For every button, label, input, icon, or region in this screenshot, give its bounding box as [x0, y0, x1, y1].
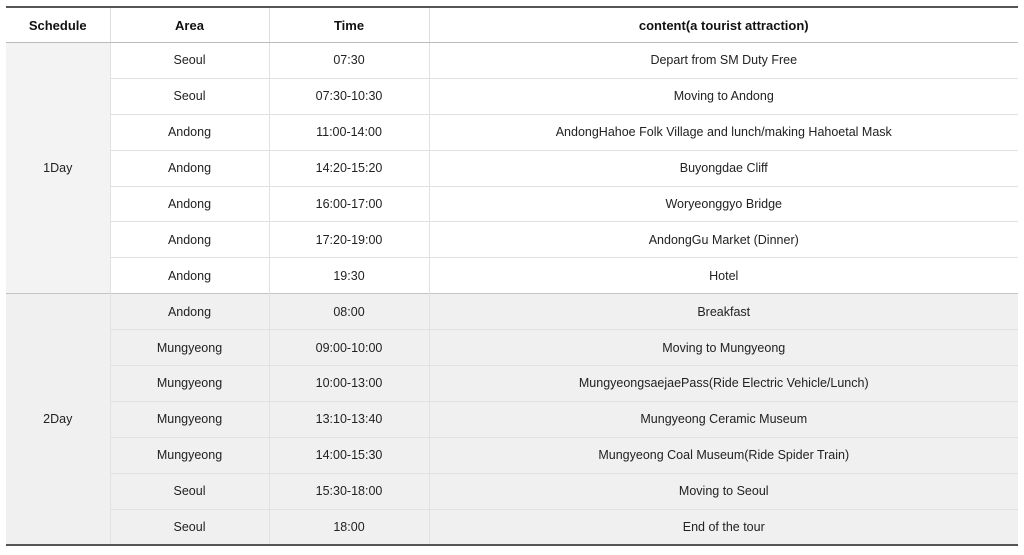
time-cell: 15:30-18:00 — [269, 473, 429, 509]
area-cell: Andong — [110, 294, 269, 330]
content-cell: Moving to Mungyeong — [429, 330, 1018, 366]
area-cell: Mungyeong — [110, 330, 269, 366]
time-cell: 08:00 — [269, 294, 429, 330]
content-cell: Breakfast — [429, 294, 1018, 330]
time-cell: 09:00-10:00 — [269, 330, 429, 366]
table-row — [6, 473, 1018, 509]
table-row — [6, 401, 1018, 437]
table-row — [6, 114, 1018, 150]
schedule-table-container — [6, 6, 1018, 546]
time-cell: 07:30-10:30 — [269, 78, 429, 114]
area-cell: Andong — [110, 114, 269, 150]
schedule-day-cell: 2Day — [6, 294, 110, 546]
content-cell: AndongGu Market (Dinner) — [429, 222, 1018, 258]
table-row — [6, 43, 1018, 79]
table-row — [6, 258, 1018, 294]
area-cell: Mungyeong — [110, 401, 269, 437]
content-cell: Depart from SM Duty Free — [429, 43, 1018, 79]
content-cell: End of the tour — [429, 509, 1018, 545]
content-cell: Buyongdae Cliff — [429, 150, 1018, 186]
header-area: Area — [110, 7, 269, 43]
time-cell: 14:00-15:30 — [269, 437, 429, 473]
content-cell: Moving to Andong — [429, 78, 1018, 114]
area-cell: Andong — [110, 186, 269, 222]
table-row — [6, 437, 1018, 473]
area-cell: Seoul — [110, 509, 269, 545]
content-cell: Woryeonggyo Bridge — [429, 186, 1018, 222]
time-cell: 11:00-14:00 — [269, 114, 429, 150]
header-row — [6, 7, 1018, 43]
time-cell: 18:00 — [269, 509, 429, 545]
table-row — [6, 186, 1018, 222]
area-cell: Seoul — [110, 43, 269, 79]
table-row — [6, 330, 1018, 366]
schedule-day-cell: 1Day — [6, 43, 110, 294]
table-row — [6, 294, 1018, 330]
area-cell: Andong — [110, 150, 269, 186]
time-cell: 14:20-15:20 — [269, 150, 429, 186]
time-cell: 19:30 — [269, 258, 429, 294]
content-cell: Mungyeong Coal Museum(Ride Spider Train) — [429, 437, 1018, 473]
time-cell: 13:10-13:40 — [269, 401, 429, 437]
time-cell: 17:20-19:00 — [269, 222, 429, 258]
content-cell: Mungyeong Ceramic Museum — [429, 401, 1018, 437]
tour-schedule-table — [6, 6, 1018, 546]
time-cell: 10:00-13:00 — [269, 366, 429, 402]
content-cell: MungyeongsaejaePass(Ride Electric Vehicle/Lunch) — [429, 366, 1018, 402]
table-row — [6, 222, 1018, 258]
area-cell: Seoul — [110, 78, 269, 114]
header-schedule: Schedule — [6, 7, 110, 43]
time-cell: 07:30 — [269, 43, 429, 79]
header-time: Time — [269, 7, 429, 43]
table-row — [6, 366, 1018, 402]
area-cell: Andong — [110, 258, 269, 294]
content-cell: Hotel — [429, 258, 1018, 294]
area-cell: Seoul — [110, 473, 269, 509]
content-cell: Moving to Seoul — [429, 473, 1018, 509]
area-cell: Mungyeong — [110, 437, 269, 473]
table-body — [6, 43, 1018, 546]
table-row — [6, 509, 1018, 545]
table-row — [6, 78, 1018, 114]
header-content: content(a tourist attraction) — [429, 7, 1018, 43]
table-row — [6, 150, 1018, 186]
area-cell: Andong — [110, 222, 269, 258]
time-cell: 16:00-17:00 — [269, 186, 429, 222]
area-cell: Mungyeong — [110, 366, 269, 402]
table-header — [6, 7, 1018, 43]
content-cell: AndongHahoe Folk Village and lunch/making Hahoetal Mask — [429, 114, 1018, 150]
